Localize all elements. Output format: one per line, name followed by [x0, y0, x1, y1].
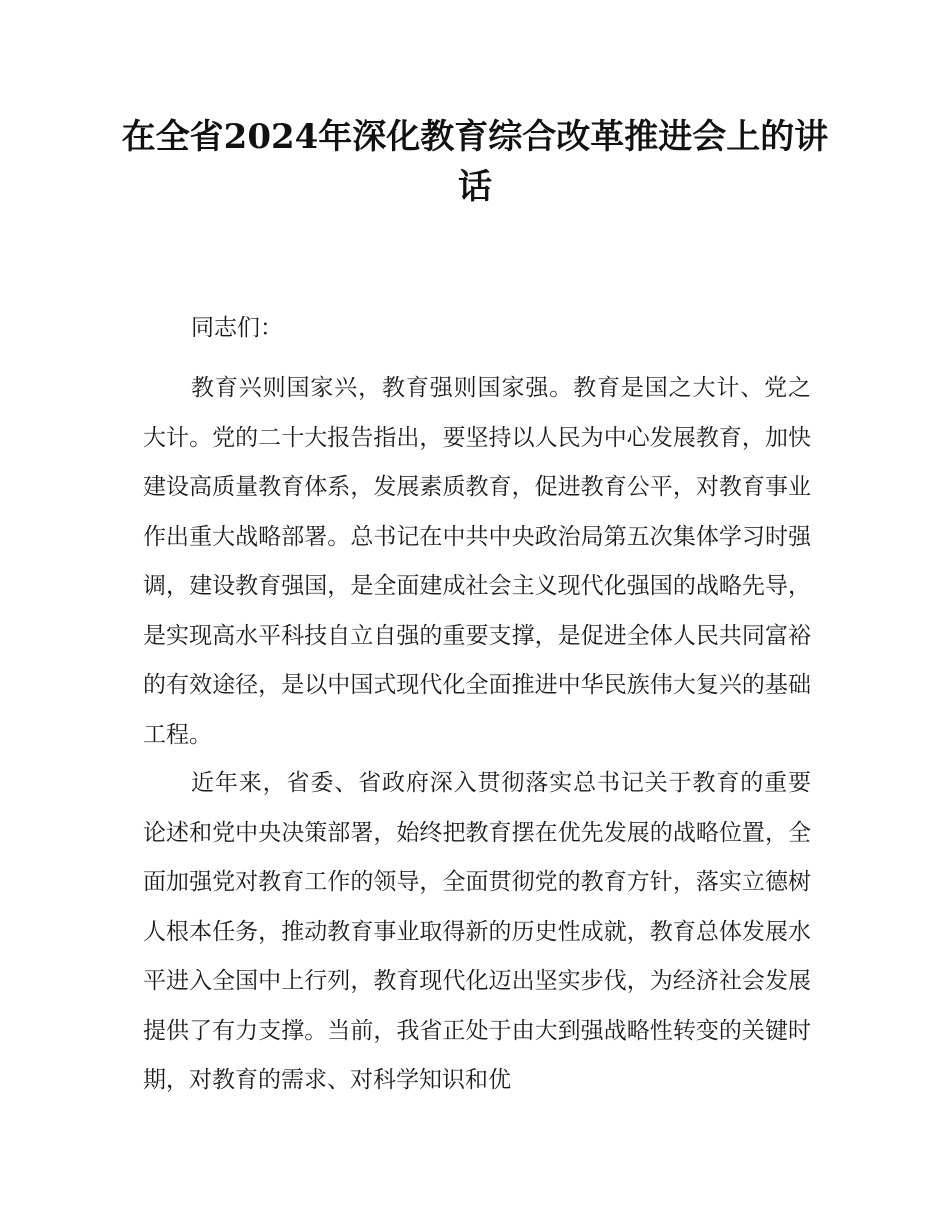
paragraph-1: 教育兴则国家兴，教育强则国家强。教育是国之大计、党之大计。党的二十大报告指出，要坚持以人民为中心发展教育，加快建设高质量教育体系，发展素质教育，促进教育公平，对教育事业作出重大战略部署。总书记在中共中央政治局第五次集体学习时强调，建设教育强国，是全面建成社会主义现代化强国的战略先导，是实现高水平科技自立自强的重要支撑，是促进全体人民共同富裕的有效途径，是以中国式现代化全面推进中华民族伟大复兴的基础工程。 — [143, 375, 811, 748]
document-title: 在全省2024年深化教育综合改革推进会上的讲话 — [121, 117, 829, 207]
salutation: 同志们： — [191, 315, 283, 341]
paragraph-2: 近年来，省委、省政府深入贯彻落实总书记关于教育的重要论述和党中央决策部署，始终把教育摆在优先发展的战略位置，全面加强党对教育工作的领导，全面贯彻党的教育方针，落实立德树人根本任务，推动教育事业取得新的历史性成就，教育总体发展水平进入全国中上行列，教育现代化迈出坚实步伐，为经济社会发展提供了有力支撑。当前，我省正处于由大到强战略性转变的关键时期，对教育的需求、对科学知识和优 — [143, 770, 811, 1093]
